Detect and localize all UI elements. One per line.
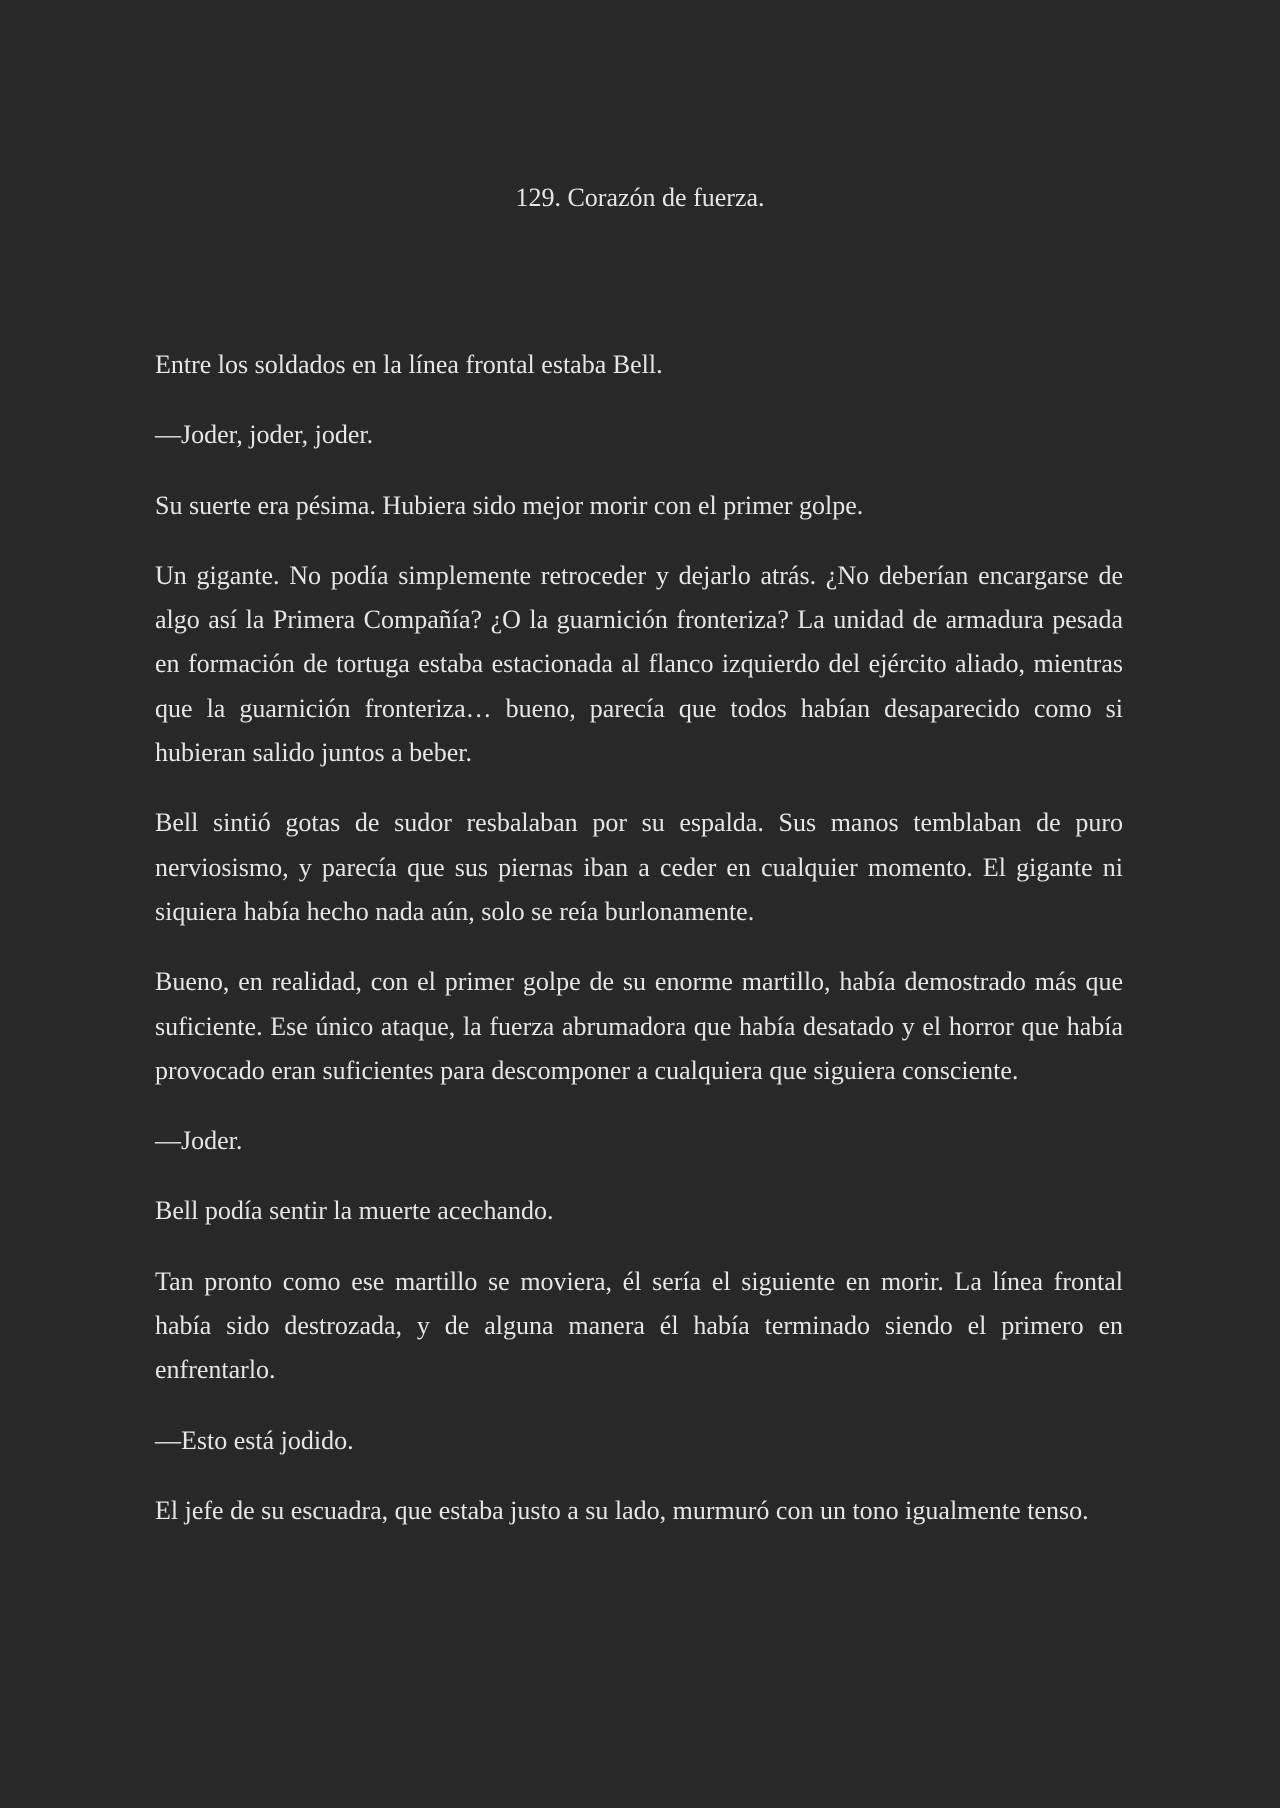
paragraph: —Joder.: [155, 1126, 243, 1156]
paragraph: Tan pronto como ese martillo se moviera, él sería el siguiente en morir. La línea frontal había sido destrozada, y de alguna manera él había terminado siendo el primero en enfrentarlo.: [155, 1266, 1123, 1385]
paragraph: —Esto está jodido.: [155, 1425, 354, 1455]
paragraph: Un gigante. No podía simplemente retroceder y dejarlo atrás. ¿No deberían encargarse de algo así la Primera Compañía? ¿O la guarnición fronteriza? La unidad de armadura pesada en formación de tortuga estaba estacionada al flanco izquierdo del ejército aliado, mientras que la guarnición fronteriza… bueno, parecía que todos habían desaparecido como si hubieran salido juntos a beber.: [155, 560, 1123, 768]
chapter-title: 129. Corazón de fuerza.: [515, 183, 765, 212]
paragraph: El jefe de su escuadra, que estaba justo a su lado, murmuró con un tono igualmente tenso.: [155, 1495, 1089, 1525]
paragraph: —Joder, joder, joder.: [155, 420, 374, 450]
paragraph: Entre los soldados en la línea frontal estaba Bell.: [155, 350, 663, 379]
chapter-body: [155, 343, 1123, 1559]
paragraph: Su suerte era pésima. Hubiera sido mejor morir con el primer golpe.: [155, 490, 864, 520]
paragraph: Bell podía sentir la muerte acechando.: [155, 1196, 554, 1226]
paragraph: Bell sintió gotas de sudor resbalaban por su espalda. Sus manos temblaban de puro nerviosismo, y parecía que sus piernas iban a ceder en cualquier momento. El gigante ni siquiera había hecho nada aún, solo se reía burlonamente.: [155, 808, 1123, 926]
paragraph: Bueno, en realidad, con el primer golpe de su enorme martillo, había demostrado más que suficiente. Ese único ataque, la fuerza abrumadora que había desatado y el horror que había provocado eran suficientes para descomponer a cualquiera que siguiera consciente.: [155, 967, 1123, 1085]
